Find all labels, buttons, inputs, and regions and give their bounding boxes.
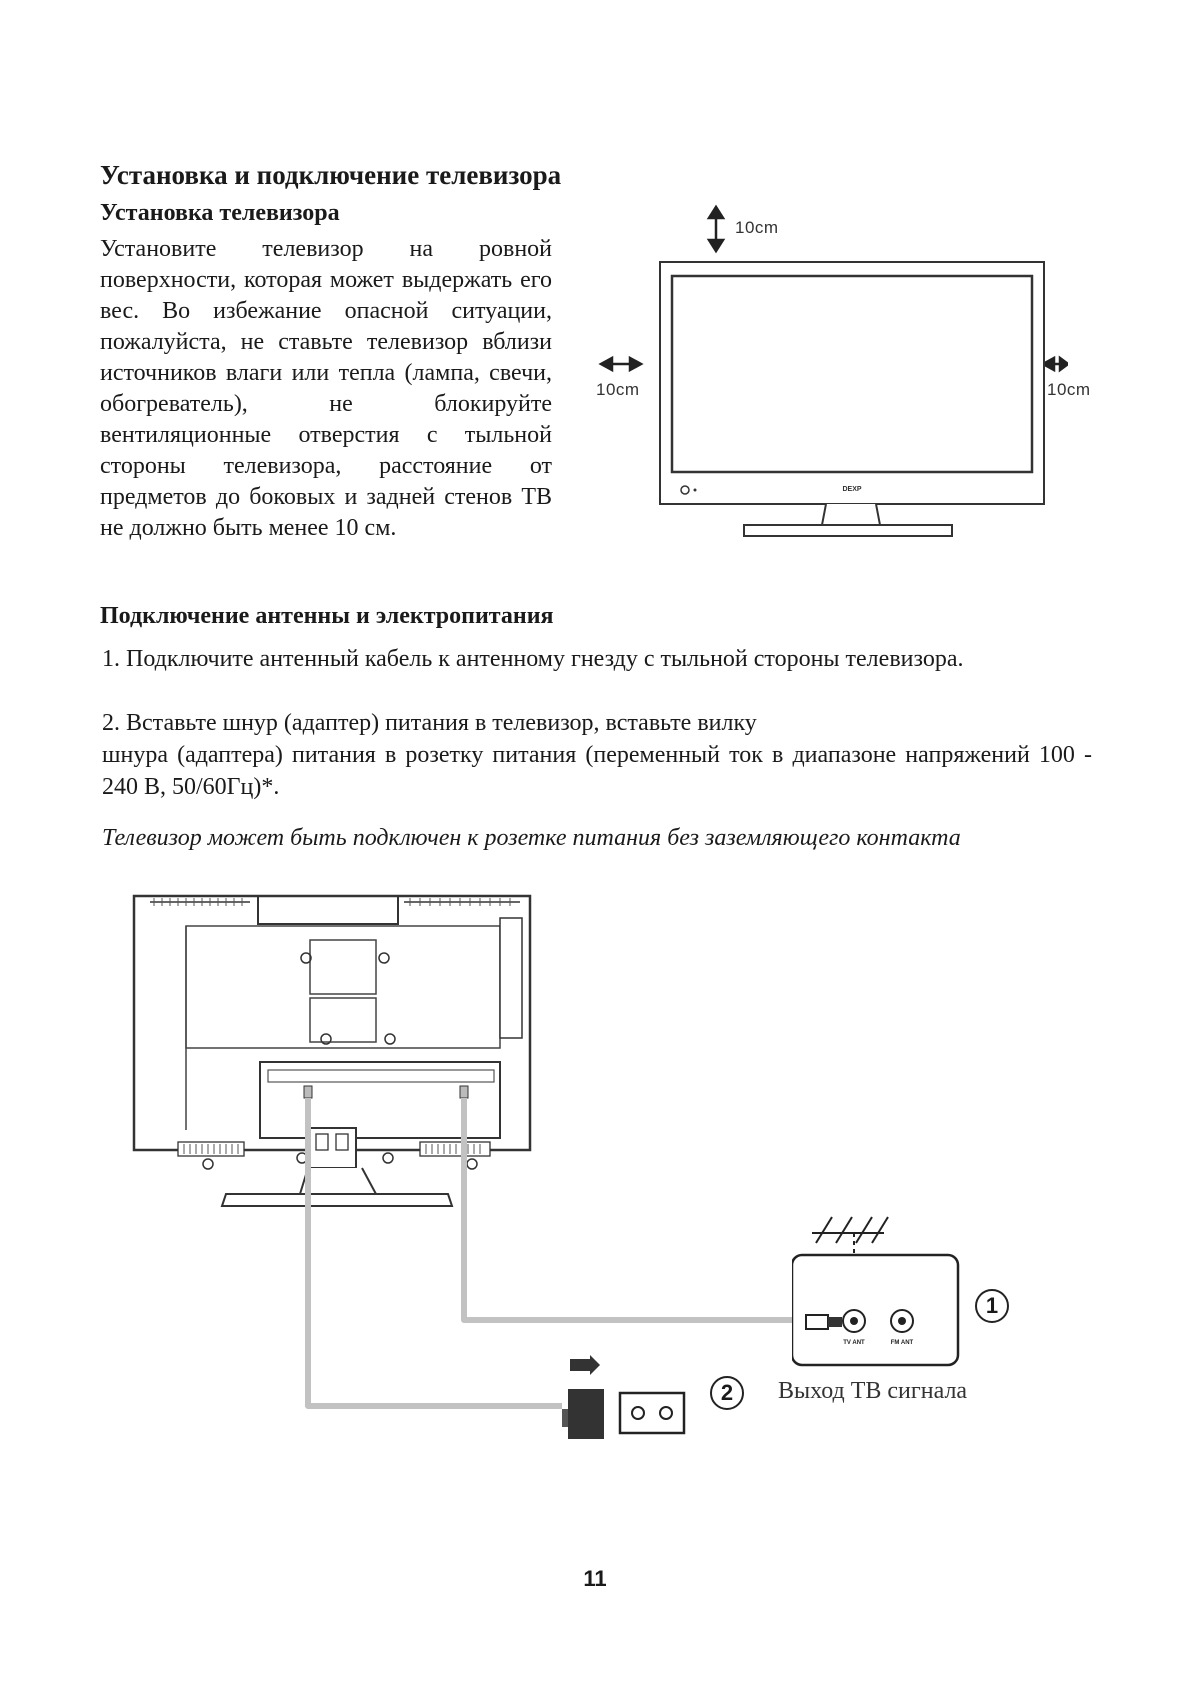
vesa-plate-lower bbox=[310, 998, 376, 1042]
vesa-plate-upper bbox=[310, 940, 376, 994]
left-clearance-arrow bbox=[601, 358, 641, 370]
top-clearance-label: 10cm bbox=[735, 218, 779, 237]
left-clearance-label: 10cm bbox=[596, 380, 640, 399]
right-clearance-label: 10cm bbox=[1047, 380, 1091, 399]
install-paragraph: Установите телевизор на ровной поверхности, которая может выдержать его вес. Во избежание опасной ситуации, пожалуйста, не ставьте телевизор вблизи источников влаги или тепла (лампа, свечи, обогреватель), не блокируйте вентиляционные отверстия с тыльной стороны телевизора, расстояние от предметов до боковых и задней стенов ТВ не должно быть менее 10 см. bbox=[100, 236, 552, 541]
page-number: 11 bbox=[583, 1566, 607, 1591]
power-outlet bbox=[620, 1393, 684, 1433]
antenna-icon bbox=[812, 1217, 888, 1243]
step-2-line-1: 2. Вставьте шнур (адаптер) питания в телевизор, вставьте вилку bbox=[102, 710, 757, 736]
tv-screen bbox=[672, 276, 1032, 472]
wall-antenna-socket bbox=[792, 1195, 1062, 1395]
wall-plate-frame bbox=[792, 1255, 958, 1365]
svg-text:TV ANT: TV ANT bbox=[843, 1340, 865, 1346]
install-subtitle: Установка телевизора bbox=[100, 200, 340, 226]
insert-arrow-icon bbox=[570, 1355, 600, 1375]
top-clearance-arrow bbox=[709, 207, 723, 251]
right-clearance-arrow bbox=[1043, 358, 1068, 370]
step-2-line-2: шнура (адаптера) питания в розетку питания (переменный ток в диапазоне напряжений 100 - 240 В, 50/60Гц)*. bbox=[102, 742, 1092, 800]
callout-1: 1 bbox=[975, 1289, 1009, 1323]
power-plug bbox=[568, 1389, 604, 1439]
callout-2: 2 bbox=[710, 1376, 744, 1410]
tv-stand-base bbox=[222, 1194, 452, 1206]
brand-logo: DEXP bbox=[842, 486, 862, 493]
antenna-port bbox=[460, 1086, 468, 1098]
tv-stand-neck bbox=[822, 504, 880, 525]
stand-bracket bbox=[308, 1128, 356, 1168]
svg-text:FM ANT: FM ANT bbox=[890, 1340, 914, 1346]
grounding-note: Телевизор может быть подключен к розетке питания без заземляющего контакта bbox=[102, 825, 961, 851]
power-plug-diagram bbox=[560, 1355, 710, 1445]
tv-signal-output-label: Выход ТВ сигнала bbox=[778, 1378, 968, 1404]
tv-stand-neck bbox=[300, 1168, 376, 1194]
step-1: 1. Подключите антенный кабель к антенному гнезду с тыльной стороны телевизора. bbox=[102, 646, 964, 672]
tv-clearance-diagram bbox=[598, 200, 1068, 550]
antenna-plug bbox=[806, 1315, 828, 1329]
page-title: Установка и подключение телевизора bbox=[100, 160, 562, 190]
tv-back-diagram bbox=[130, 890, 890, 1420]
connection-title: Подключение антенны и электропитания bbox=[100, 603, 554, 629]
tv-stand-base bbox=[744, 525, 952, 536]
power-port bbox=[304, 1086, 312, 1098]
